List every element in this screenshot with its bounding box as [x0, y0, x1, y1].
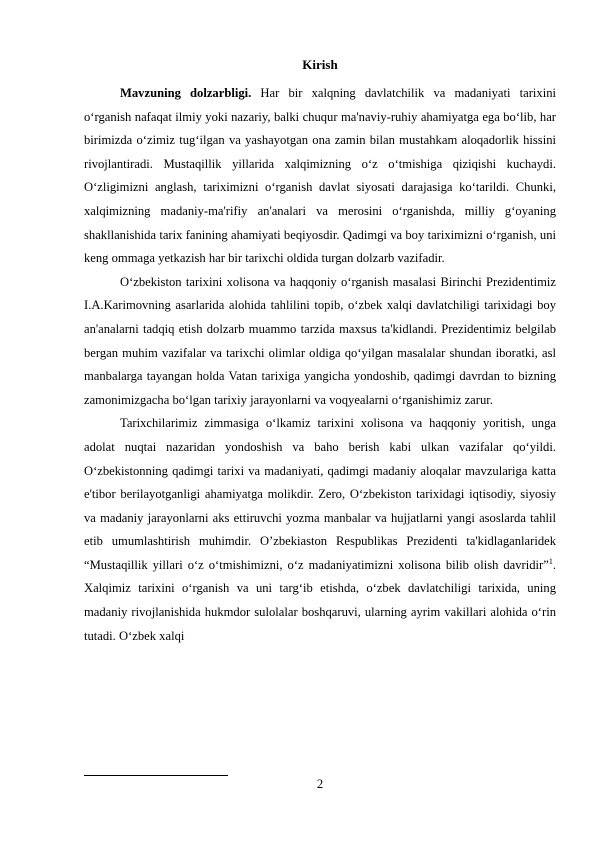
- paragraph-text: Tarixchilarimiz zimmasiga o‘lkamiz tarixini xolisona va haqqoniy yoritish, unga adolat nuqtai nazaridan yondoshish va baho berish kabi ulkan vazifalar qo‘yildi. O‘zbekistonning qadimgi tarixi va madaniyati, qadimgi madaniy aloqalar mavzulariga katta e'tibor berilayotganligi ahamiyatga molikdir. Zero, O‘zbekiston tarixidagi iqtisodiy, siyosiy va madaniy jarayonlarni aks ettiruvchi yozma manbalar va hujjatlarni yangi asoslarda tahlil etib umumlashtirish muhimdir. O’zbekiaston Respublikas Prezidenti ta'kidlaganlaridek “Mustaqillik yillari o‘z o‘tmishimizni, o‘z madaniyatimizni xolisona bilib olish davridir”: [84, 416, 556, 572]
- section-heading: Kirish: [302, 57, 338, 72]
- page-number: 2: [316, 777, 324, 791]
- paragraph-lead: Mavzuning dolzarbligi.: [120, 86, 252, 100]
- paragraph-text: Har bir xalqning davlatchilik va madaniyati tarixini o‘rganish nafaqat ilmiy yoki nazariy, balki chuqur ma'naviy-ruhiy ahamiyatga ega bo‘lib, har birimizda o‘zimiz tug‘ilgan va yashayotgan ona zamin bilan mustahkam aloqadorlik hissini rivojlantiradi. Mustaqillik yillarida xalqimizning o‘z o‘tmishiga qiziqishi kuchaydi. O‘zligimizni anglash, tariximizni o‘rganish davlat siyosati darajasiga ko‘tarildi. Chunki, xalqimizning madaniy-ma'rifiy an'analari va merosini o‘rganishda, milliy g‘oyaning shakllanishida tarix fanining ahamiyati beqiyosdir. Qadimgi va boy tariximizni o‘rganish, uni keng ommaga yetkazish har bir tarixchi oldida turgan dolzarb vazifadir.: [84, 86, 556, 266]
- paragraph-text-continued: . Xalqimiz tarixini o‘rganish va uni targ‘ib etishda, o‘zbek davlatchiligi tarixida, uning madaniy rivojlanishida hukmdor sulolalar boshqaruvi, ularning ayrim vakillari alohida o‘rin tutadi. O‘zbek xalqi: [84, 557, 556, 643]
- paragraph-relevance: [84, 82, 556, 271]
- body-text: [84, 82, 556, 648]
- footnote-divider: [84, 775, 228, 776]
- paragraph-historians-task: [84, 412, 556, 648]
- paragraph-history-study: O‘zbekiston tarixini xolisona va haqqoniy o‘rganish masalasi Birinchi Prezidentimiz I.A.Karimovning asarlarida alohida tahlilini topib, o‘zbek xalqi davlatchiligi tarixidagi boy an'analarni tadqiq etish dolzarb muammo tarzida maxsus ta'kidlandi. Prezidentimiz belgilab bergan muhim vazifalar va tarixchi olimlar oldiga qo‘yilgan masalalar shundan iboratki, asl manbalarga tayangan holda Vatan tarixiga yangicha yondoshib, qadimgi davrdan to bizning zamonimizgacha bo‘lgan tarixiy jarayonlarni va voqyealarni o‘rganishimiz zarur.: [84, 274, 556, 407]
- footnote-reference[interactable]: 1: [548, 556, 553, 566]
